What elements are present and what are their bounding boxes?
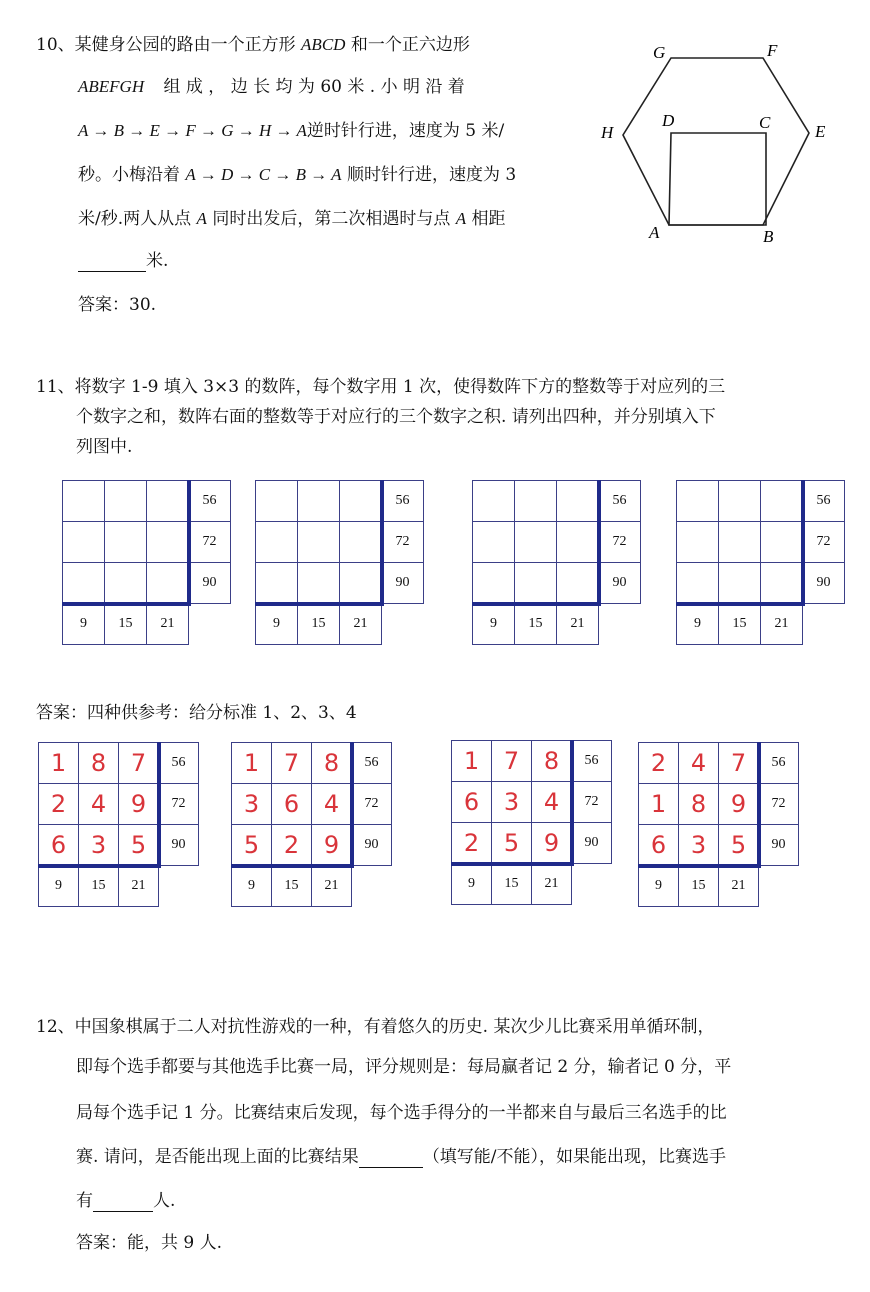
grid-divider-vertical (597, 480, 601, 605)
q10-line-1: 10、某健身公园的路由一个正方形 ABCD 和一个正六边形 (36, 35, 470, 55)
column-sum: 21 (760, 603, 803, 645)
grid-divider-vertical (757, 742, 761, 867)
grid-cell[interactable] (146, 521, 189, 563)
column-sum: 15 (104, 603, 147, 645)
row-product: 90 (758, 824, 799, 866)
label-A: A (649, 223, 660, 242)
row-product: 56 (802, 480, 845, 522)
q10-line-4: 秒。小梅沿着 A → D → C → B → A 顺时针行进，速度为 3 (78, 165, 517, 185)
row-product: 56 (598, 480, 641, 522)
grid-cell: 5 (491, 822, 532, 864)
row-product: 90 (598, 562, 641, 604)
column-sum: 21 (718, 865, 759, 907)
row-product: 56 (351, 742, 392, 784)
grid-cell[interactable] (104, 562, 147, 604)
label-D: D (662, 111, 675, 130)
column-sum: 21 (556, 603, 599, 645)
grid-cell: 7 (118, 742, 159, 784)
column-sum: 15 (297, 603, 340, 645)
grid-cell[interactable] (297, 521, 340, 563)
grid-cell: 6 (451, 781, 492, 823)
grid-cell: 1 (638, 783, 679, 825)
grid-divider-vertical (350, 742, 354, 867)
row-product: 56 (758, 742, 799, 784)
grid-divider-horizontal (231, 864, 354, 868)
grid-cell[interactable] (556, 480, 599, 522)
grid-cell: 4 (311, 783, 352, 825)
grid-divider-vertical (187, 480, 191, 605)
grid-cell[interactable] (339, 480, 382, 522)
row-product: 72 (802, 521, 845, 563)
column-sum: 9 (255, 603, 298, 645)
grid-cell: 2 (38, 783, 79, 825)
grid-cell: 1 (451, 740, 492, 782)
grid-cell: 4 (531, 781, 572, 823)
column-sum: 9 (451, 863, 492, 905)
grid-cell[interactable] (718, 562, 761, 604)
row-product: 72 (158, 783, 199, 825)
grid-cell[interactable] (676, 521, 719, 563)
grid-cell: 8 (78, 742, 119, 784)
hexagon-square-figure (595, 30, 840, 255)
grid-cell: 1 (231, 742, 272, 784)
q12-line-5: 有 人. (76, 1191, 176, 1211)
grid-cell[interactable] (514, 480, 557, 522)
grid-divider-vertical (380, 480, 384, 605)
grid-cell[interactable] (556, 562, 599, 604)
grid-cell[interactable] (339, 562, 382, 604)
row-product: 72 (758, 783, 799, 825)
row-product: 56 (381, 480, 424, 522)
row-product: 72 (351, 783, 392, 825)
grid-cell[interactable] (62, 562, 105, 604)
row-product: 90 (802, 562, 845, 604)
grid-divider-horizontal (676, 602, 805, 606)
grid-divider-horizontal (638, 864, 761, 868)
grid-cell[interactable] (104, 521, 147, 563)
grid-cell: 9 (118, 783, 159, 825)
grid-cell[interactable] (297, 562, 340, 604)
grid-cell: 2 (638, 742, 679, 784)
grid-divider-horizontal (472, 602, 601, 606)
grid-cell: 6 (271, 783, 312, 825)
column-sum: 9 (38, 865, 79, 907)
label-C: C (759, 113, 771, 132)
grid-cell: 5 (718, 824, 759, 866)
grid-divider-horizontal (255, 602, 384, 606)
grid-cell: 7 (271, 742, 312, 784)
label-E: E (815, 122, 826, 141)
grid-cell: 3 (678, 824, 719, 866)
grid-cell[interactable] (255, 521, 298, 563)
grid-cell: 1 (38, 742, 79, 784)
q12-line-2: 即每个选手都要与其他选手比赛一局，评分规则是：每局赢者记 2 分，输者记 0 分，平 (76, 1057, 732, 1077)
grid-divider-vertical (570, 740, 574, 865)
grid-cell: 7 (718, 742, 759, 784)
grid-cell[interactable] (146, 480, 189, 522)
grid-divider-vertical (157, 742, 161, 867)
row-product: 72 (571, 781, 612, 823)
grid-cell[interactable] (146, 562, 189, 604)
grid-cell[interactable] (104, 480, 147, 522)
grid-cell[interactable] (514, 562, 557, 604)
column-sum: 9 (472, 603, 515, 645)
grid-cell: 8 (531, 740, 572, 782)
column-sum: 9 (231, 865, 272, 907)
grid-cell: 9 (718, 783, 759, 825)
column-sum: 15 (78, 865, 119, 907)
grid-cell: 4 (678, 742, 719, 784)
grid-cell[interactable] (297, 480, 340, 522)
grid-cell[interactable] (339, 521, 382, 563)
column-sum: 15 (678, 865, 719, 907)
row-product: 90 (351, 824, 392, 866)
grid-cell[interactable] (760, 480, 803, 522)
grid-cell: 3 (78, 824, 119, 866)
grid-cell: 2 (271, 824, 312, 866)
label-B: B (763, 227, 774, 246)
grid-cell: 9 (531, 822, 572, 864)
column-sum: 21 (146, 603, 189, 645)
q11-answer: 答案：四种供参考：给分标准 1、2、3、4 (36, 703, 357, 723)
grid-cell: 2 (451, 822, 492, 864)
column-sum: 9 (638, 865, 679, 907)
q12-blank-2 (93, 1191, 153, 1212)
row-product: 72 (188, 521, 231, 563)
grid-divider-vertical (801, 480, 805, 605)
grid-cell[interactable] (556, 521, 599, 563)
column-sum: 9 (62, 603, 105, 645)
label-F: F (767, 41, 778, 60)
grid-cell: 8 (311, 742, 352, 784)
q10-answer: 答案：30. (78, 295, 157, 315)
grid-divider-horizontal (451, 862, 574, 866)
grid-cell: 5 (231, 824, 272, 866)
grid-cell: 7 (491, 740, 532, 782)
grid-cell: 6 (638, 824, 679, 866)
grid-cell[interactable] (514, 521, 557, 563)
grid-divider-horizontal (38, 864, 161, 868)
q10-line-6: 米. (78, 246, 168, 272)
row-product: 90 (188, 562, 231, 604)
q12-blank-1 (359, 1147, 423, 1168)
grid-cell[interactable] (472, 521, 515, 563)
q11-line-3: 列图中. (76, 437, 133, 457)
column-sum: 15 (491, 863, 532, 905)
q12-line-3: 局每个选手记 1 分。比赛结束后发现，每个选手得分的一半都来自与最后三名选手的比 (76, 1103, 727, 1123)
grid-cell: 5 (118, 824, 159, 866)
grid-cell[interactable] (676, 480, 719, 522)
q11-line-2: 个数字之和，数阵右面的整数等于对应行的三个数字之积. 请列出四种，并分别填入下 (76, 407, 716, 427)
column-sum: 15 (718, 603, 761, 645)
grid-cell: 3 (231, 783, 272, 825)
row-product: 90 (158, 824, 199, 866)
q10-line-2: ABEFGH 组 成 ， 边 长 均 为 60 米 . 小 明 沿 着 (78, 77, 465, 97)
grid-cell[interactable] (760, 562, 803, 604)
grid-cell: 4 (78, 783, 119, 825)
q10-line-3: A → B → E → F → G → H → A逆时针行进，速度为 5 米/ (78, 121, 505, 141)
row-product: 90 (381, 562, 424, 604)
grid-cell: 9 (311, 824, 352, 866)
grid-cell[interactable] (472, 562, 515, 604)
grid-cell[interactable] (62, 521, 105, 563)
grid-cell[interactable] (718, 480, 761, 522)
column-sum: 15 (514, 603, 557, 645)
column-sum: 21 (311, 865, 352, 907)
column-sum: 9 (676, 603, 719, 645)
grid-cell[interactable] (255, 480, 298, 522)
grid-cell: 8 (678, 783, 719, 825)
row-product: 56 (158, 742, 199, 784)
column-sum: 21 (118, 865, 159, 907)
row-product: 72 (598, 521, 641, 563)
label-G: G (653, 43, 666, 62)
grid-cell[interactable] (718, 521, 761, 563)
q12-line-1: 12、中国象棋属于二人对抗性游戏的一种，有着悠久的历史. 某次少儿比赛采用单循环制， (36, 1017, 715, 1037)
grid-cell[interactable] (760, 521, 803, 563)
q12-answer: 答案：能，共 9 人. (76, 1233, 223, 1253)
column-sum: 21 (339, 603, 382, 645)
q10-line-5: 米/秒.两人从点 A 同时出发后，第二次相遇时与点 A 相距 (78, 209, 506, 229)
grid-divider-horizontal (62, 602, 191, 606)
grid-cell: 3 (491, 781, 532, 823)
column-sum: 21 (531, 863, 572, 905)
row-product: 90 (571, 822, 612, 864)
row-product: 56 (571, 740, 612, 782)
q11-line-1: 11、将数字 1-9 填入 3×3 的数阵，每个数字用 1 次，使得数阵下方的整数等于对应列的三 (36, 377, 726, 397)
q12-line-4: 赛. 请问，是否能出现上面的比赛结果 （填写能/不能），如果能出现，比赛选手 (76, 1147, 727, 1167)
grid-cell[interactable] (62, 480, 105, 522)
grid-cell: 6 (38, 824, 79, 866)
grid-cell[interactable] (472, 480, 515, 522)
row-product: 72 (381, 521, 424, 563)
row-product: 56 (188, 480, 231, 522)
column-sum: 15 (271, 865, 312, 907)
grid-cell[interactable] (255, 562, 298, 604)
label-H: H (601, 123, 614, 142)
q10-answer-blank (78, 251, 146, 272)
grid-cell[interactable] (676, 562, 719, 604)
